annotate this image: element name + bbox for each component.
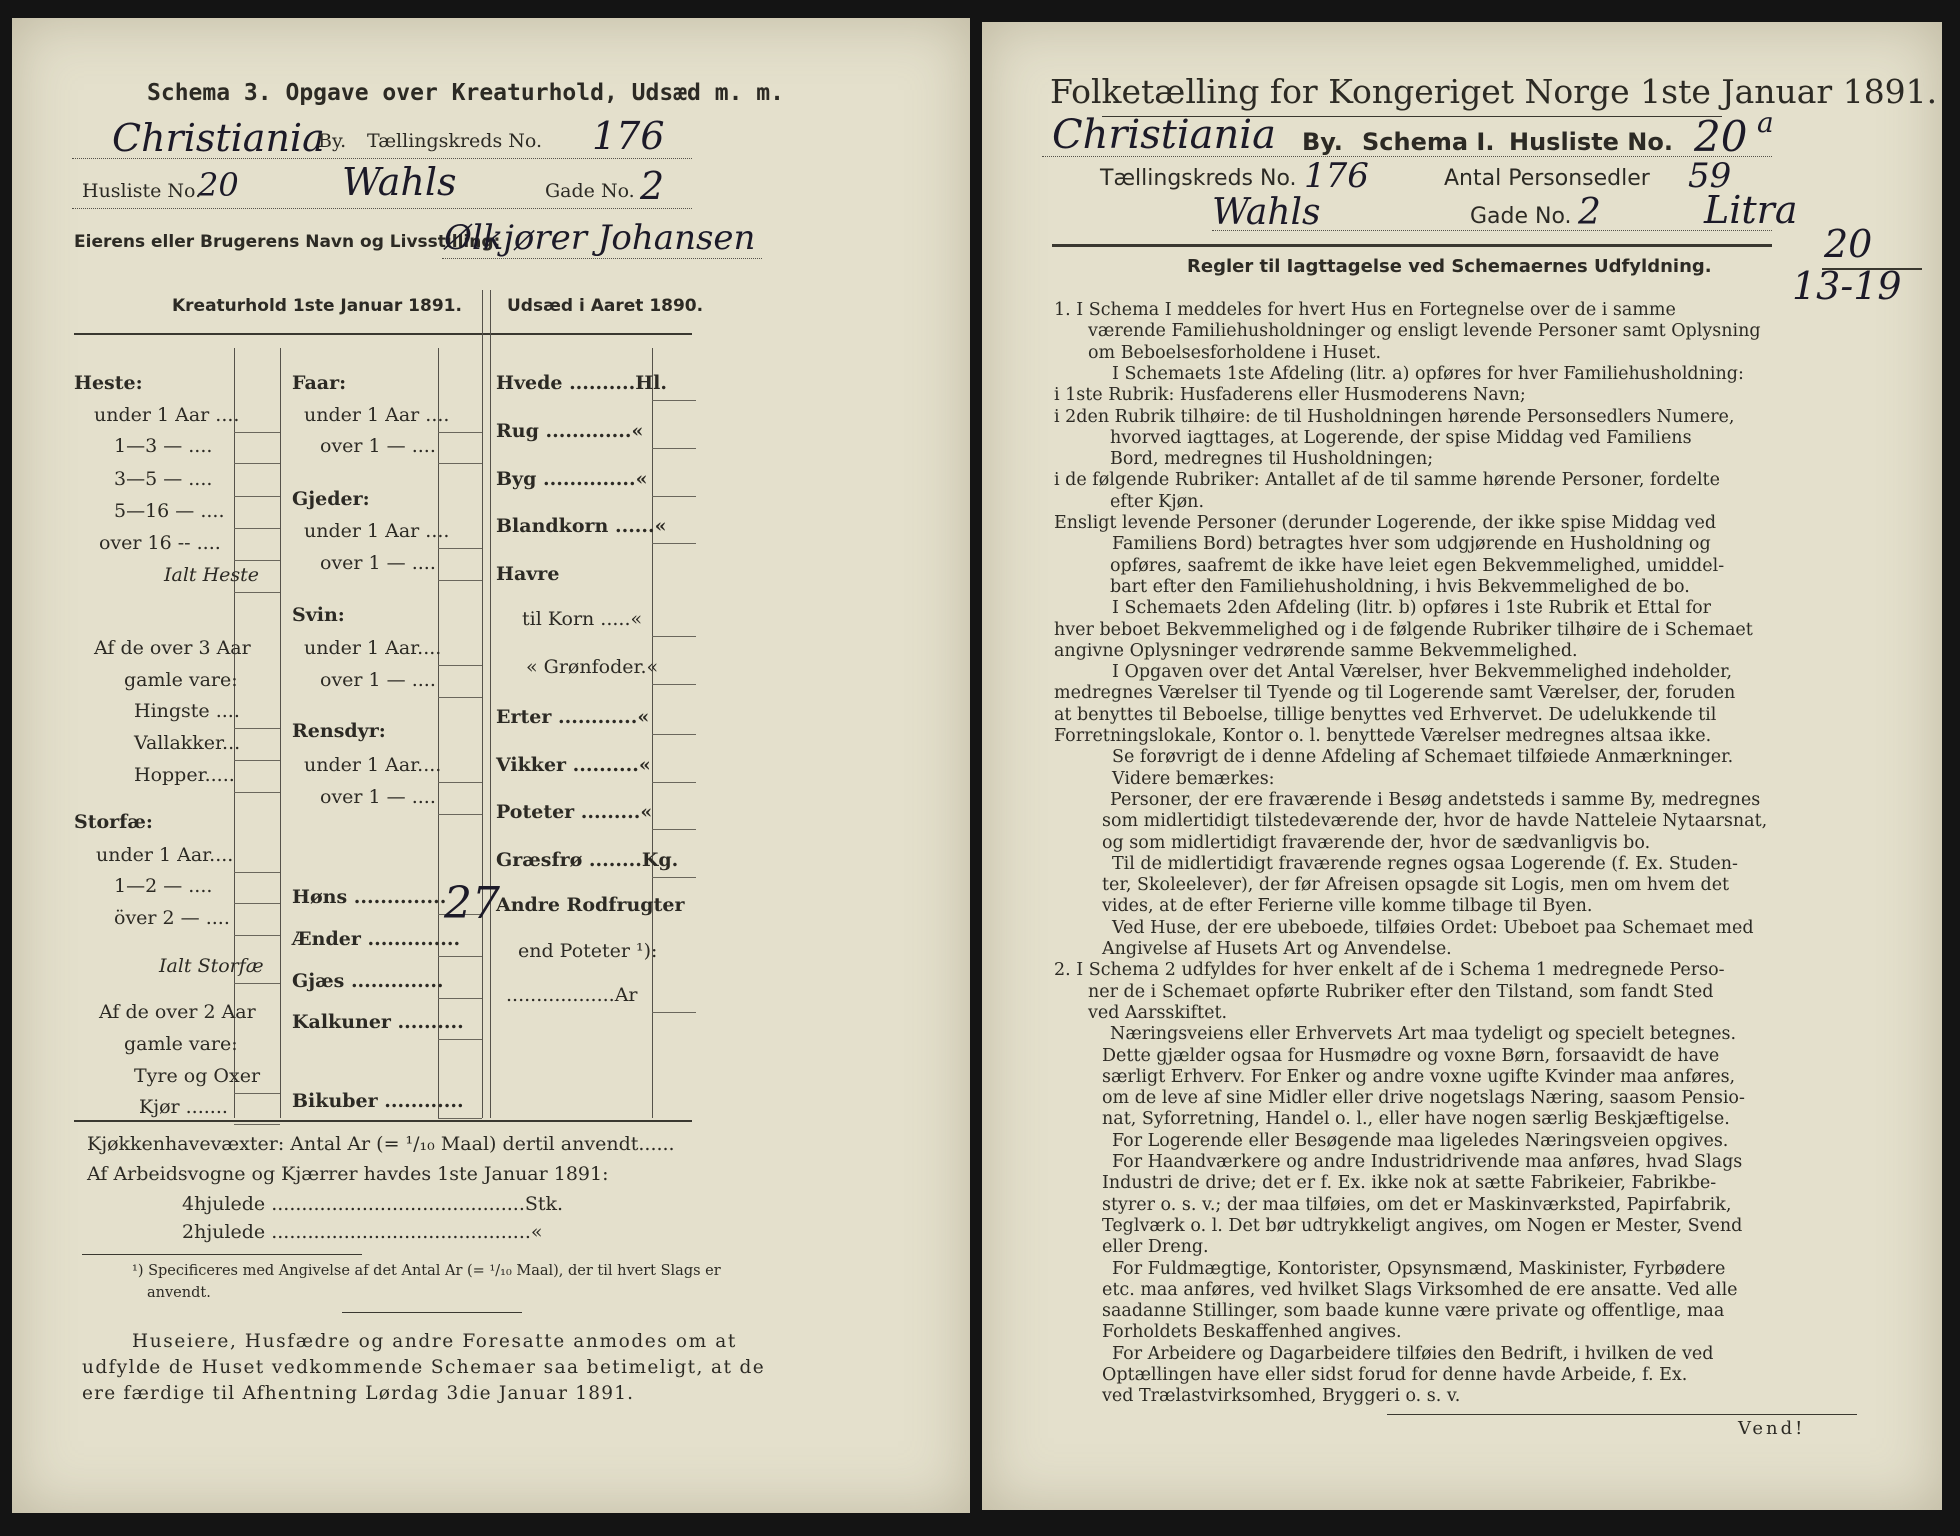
closing-line-2: udfylde de Huset vedkommende Schemaer saa betimeligt, at de bbox=[82, 1357, 766, 1378]
rules-text bbox=[1054, 300, 1914, 1440]
rule-line-50: Optællingen have eller sidst forud for denne havde Arbeide, f. Ex. bbox=[1102, 1365, 1688, 1385]
right-header-rule-1 bbox=[1042, 156, 1772, 157]
right-street-handwritten: Wahls bbox=[1212, 192, 1321, 233]
rule-line-27: ter, Skoleelever), der før Afreisen opsagde sit Logis, men om hvem det bbox=[1102, 875, 1730, 896]
col3-row-10: Græsfrø ........Kg. bbox=[496, 849, 679, 871]
left-header-rule-2 bbox=[72, 208, 692, 209]
col2-row-13: Ænder .............. bbox=[292, 928, 461, 950]
rule-line-26: Til de midlertidigt fraværende regnes ogsaa Logerende (f. Ex. Studen- bbox=[1112, 853, 1738, 874]
left-city-suffix: By. bbox=[318, 130, 347, 152]
rule-line-0: 1. I Schema I meddeles for hvert Hus en Fortegnelse over de i samme bbox=[1054, 300, 1676, 320]
col2-row-blank-8 bbox=[438, 697, 482, 698]
col1-row-11: Hopper..... bbox=[134, 764, 235, 786]
col2-row-1: under 1 Aar .... bbox=[304, 404, 450, 426]
right-husliste-suffix: a bbox=[1757, 106, 1774, 139]
col1-row-blank-20 bbox=[234, 1124, 280, 1125]
census-title: Folketælling for Kongeriget Norge 1ste Januar 1891. bbox=[1050, 72, 1938, 111]
col1-row-20: Kjør ....... bbox=[139, 1096, 228, 1118]
left-district-label: Tællingskreds No. bbox=[367, 130, 542, 152]
rule-line-42: styrer o. s. v.; der maa tilføies, om det er Maskinværksted, Papirfabrik, bbox=[1102, 1194, 1732, 1215]
table-top-rule bbox=[74, 333, 692, 335]
col3-row-3: Blandkorn ......« bbox=[496, 515, 667, 537]
col2-row-11: over 1 — .... bbox=[320, 786, 436, 808]
col3-row-6: « Grønfoder.« bbox=[526, 656, 659, 678]
col2-row-5: over 1 — .... bbox=[320, 552, 436, 574]
col1-row-18: gamle vare: bbox=[124, 1033, 238, 1055]
col1-row-16: Ialt Storfæ bbox=[159, 955, 264, 977]
col2-row-4: under 1 Aar .... bbox=[304, 520, 450, 542]
col2-row-3: Gjeder: bbox=[292, 488, 370, 510]
left-city-handwritten: Christiania bbox=[112, 116, 325, 160]
right-district-label: Tællingskreds No. bbox=[1100, 166, 1297, 191]
col1-row-1: under 1 Aar .... bbox=[94, 404, 240, 426]
kjokkenhave-line: Kjøkkenhavevæxter: Antal Ar (= ¹/₁₀ Maal) dertil anvendt...... bbox=[87, 1133, 675, 1155]
rule-line-49: For Arbeidere og Dagarbeidere tilføies den Bedrift, i hvilken de ved bbox=[1112, 1343, 1714, 1364]
col3-row-11: Andre Rodfrugter bbox=[496, 894, 685, 916]
col2-row-0: Faar: bbox=[292, 372, 347, 394]
col2-row-12: Høns .............. bbox=[292, 886, 447, 908]
col3-row-13: ..................Ar bbox=[506, 984, 638, 1006]
right-page-schema-1 bbox=[982, 22, 1942, 1510]
col3-row-blank-0 bbox=[652, 400, 696, 401]
rule-line-4: i 1ste Rubrik: Husfaderens eller Husmoderens Navn; bbox=[1054, 385, 1526, 406]
rule-line-35: Dette gjælder ogsaa for Husmødre og voxne Børn, forsaavidt de have bbox=[1102, 1045, 1720, 1066]
rule-line-16: angivne Oplysninger vedrørende samme Bekvemmelighed. bbox=[1054, 640, 1578, 661]
col1-row-19: Tyre og Oxer bbox=[134, 1065, 261, 1087]
table-bottom-rule bbox=[74, 1120, 692, 1122]
col3-row-blank-6 bbox=[652, 684, 696, 685]
col3-row-12: end Poteter ¹): bbox=[518, 940, 658, 962]
col1-row-blank-15 bbox=[234, 935, 280, 936]
col2-row-blank-7 bbox=[438, 665, 482, 666]
col2-row-14: Gjæs .............. bbox=[292, 970, 444, 992]
col1-row-8: gamle vare: bbox=[124, 669, 238, 691]
col1-row-12: Storfæ: bbox=[74, 811, 153, 833]
rule-line-22: Videre bemærkes: bbox=[1112, 768, 1275, 789]
rule-line-20: Forretningslokale, Kontor o. l. benyttede Værelser medregnes altsaa ikke. bbox=[1054, 726, 1712, 746]
col2-row-blank-15 bbox=[438, 1039, 482, 1040]
left-gade-value: 2 bbox=[640, 164, 665, 208]
col1-row-13: under 1 Aar.... bbox=[96, 844, 234, 866]
col1-row-5: over 16 -- .... bbox=[99, 532, 221, 554]
closing-rule bbox=[342, 1312, 522, 1313]
col1-row-blank-10 bbox=[234, 760, 280, 761]
rule-line-41: Industri de drive; det er f. Ex. ikke nok at sætte Fabrikeier, Fabrikbe- bbox=[1102, 1173, 1717, 1194]
col3-row-8: Vikker ..........« bbox=[496, 754, 651, 776]
rule-line-39: For Logerende eller Besøgende maa ligeledes Næringsveien opgives. bbox=[1112, 1130, 1729, 1151]
col2-row-blank-5 bbox=[438, 580, 482, 581]
owner-handwritten: Ølkjører Johansen bbox=[444, 218, 756, 258]
rule-line-18: medregnes Værelser til Tyende og til Logerende samt Værelser, der, foruden bbox=[1054, 683, 1736, 704]
kreaturhold-header: Kreaturhold 1ste Januar 1891. bbox=[172, 296, 462, 316]
rule-line-10: Ensligt levende Personer (derunder Logerende, der ikke spise Middag ved bbox=[1054, 513, 1717, 533]
rule-line-19: at benyttes til Beboelse, tillige benyttes ved Erhvervet. De udelukkende til bbox=[1054, 704, 1717, 725]
col3-rule-a bbox=[652, 348, 653, 1118]
left-district-value: 176 bbox=[592, 114, 665, 158]
col2-row-9: Rensdyr: bbox=[292, 720, 386, 742]
rule-line-8: i de følgende Rubriker: Antallet af de til samme hørende Personer, fordelte bbox=[1054, 470, 1720, 491]
col3-row-5: til Korn .....« bbox=[522, 608, 643, 630]
right-district-value: 176 bbox=[1304, 156, 1369, 196]
rule-line-7: Bord, medregnes til Husholdningen; bbox=[1110, 449, 1434, 470]
right-city-handwritten: Christiania bbox=[1052, 112, 1276, 158]
rule-line-17: I Opgaven over det Antal Værelser, hver Bekvemmelighed indeholder, bbox=[1112, 662, 1733, 683]
left-husliste-value: 20 bbox=[198, 166, 239, 204]
col3-row-blank-8 bbox=[652, 782, 696, 783]
hjulede-2: 2hjulede ...........................................« bbox=[182, 1221, 543, 1243]
rule-line-9: efter Kjøn. bbox=[1110, 491, 1205, 512]
rule-line-3: I Schemaets 1ste Afdeling (litr. a) opføres for hver Familiehusholdning: bbox=[1112, 363, 1744, 384]
rule-line-51: ved Trælastvirksomhed, Bryggeri o. s. v. bbox=[1102, 1386, 1461, 1407]
col3-row-blank-9 bbox=[652, 829, 696, 830]
rules-heading: Regler til Iagttagelse ved Schemaernes Udfyldning. bbox=[1187, 256, 1712, 277]
col1-row-blank-3 bbox=[234, 496, 280, 497]
col1-row-9: Hingste .... bbox=[134, 700, 240, 722]
hons-value: 27 bbox=[444, 878, 500, 929]
col1-row-15: över 2 — .... bbox=[114, 907, 230, 929]
col2-row-blank-1 bbox=[438, 432, 482, 433]
rule-line-32: ner de i Schemaet opførte Rubriker efter den Tilstand, som fandt Sted bbox=[1088, 981, 1714, 1002]
rule-line-30: Angivelse af Husets Art og Anvendelse. bbox=[1102, 939, 1452, 959]
col1-row-blank-9 bbox=[234, 728, 280, 729]
rule-line-43: Teglværk o. l. Det bør udtrykkeligt angives, om Nogen er Mester, Svend bbox=[1102, 1215, 1743, 1236]
closing-line-3: ere færdige til Afhentning Lørdag 3die Januar 1891. bbox=[82, 1383, 635, 1404]
col1-row-blank-13 bbox=[234, 872, 280, 873]
col3-row-blank-10 bbox=[652, 877, 696, 878]
rule-line-1: værende Familiehusholdninger og ensligt levende Personer samt Oplysning bbox=[1088, 321, 1761, 342]
rule-line-6: hvorved iagttages, at Logerende, der spise Middag ved Familiens bbox=[1110, 427, 1692, 448]
col3-row-2: Byg ..............« bbox=[496, 468, 648, 490]
rule-line-40: For Haandværkere og andre Industridrivende maa anføres, hvad Slags bbox=[1112, 1152, 1743, 1172]
right-header-rule-2 bbox=[1212, 230, 1772, 231]
footnote-rule bbox=[82, 1254, 362, 1255]
col2-row-15: Kalkuner .......... bbox=[292, 1011, 464, 1033]
left-street-handwritten: Wahls bbox=[342, 160, 457, 204]
col1-row-blank-1 bbox=[234, 432, 280, 433]
rule-line-28: vides, at de efter Ferierne ville komme tilbage til Byen. bbox=[1102, 896, 1593, 917]
owner-rule bbox=[442, 258, 762, 259]
col2-row-7: under 1 Aar.... bbox=[304, 637, 442, 659]
col1-rule-b bbox=[280, 348, 281, 1118]
rule-line-2: om Beboelsesforholdene i Huset. bbox=[1088, 342, 1382, 363]
rule-line-36: særligt Erhverv. For Enker og andre voxne ugifte Kvinder maa anføres, bbox=[1102, 1066, 1736, 1087]
col3-row-blank-7 bbox=[652, 734, 696, 735]
rule-line-12: opføres, saafremt de ikke have leiet egen Bekvemmelighed, umiddel- bbox=[1110, 555, 1725, 576]
left-page-schema-3 bbox=[12, 18, 970, 1513]
col2-row-16: Bikuber ............ bbox=[292, 1090, 464, 1112]
col1-row-0: Heste: bbox=[74, 372, 143, 394]
col1-row-blank-16 bbox=[234, 983, 280, 984]
col1-row-blank-5 bbox=[234, 560, 280, 561]
rule-line-21: Se forøvrigt de i denne Afdeling af Schemaet tilføiede Anmærkninger. bbox=[1112, 747, 1734, 768]
rule-line-46: etc. maa anføres, ved hvilket Slags Virksomhed de ere ansatte. Ved alle bbox=[1102, 1279, 1738, 1300]
col1-row-17: Af de over 2 Aar bbox=[99, 1001, 256, 1023]
table-divider-main-2 bbox=[490, 290, 491, 1118]
right-gade-label: Gade No. bbox=[1470, 204, 1572, 229]
col3-row-blank-5 bbox=[652, 636, 696, 637]
col1-row-10: Vallakker... bbox=[134, 732, 241, 754]
rule-line-29: Ved Huse, der ere ubeboede, tilføies Ordet: Ubeboet paa Schemaet med bbox=[1112, 917, 1754, 938]
left-header-rule-1 bbox=[72, 158, 692, 159]
col1-row-4: 5—16 — .... bbox=[114, 500, 225, 522]
col3-row-9: Poteter .........« bbox=[496, 801, 653, 823]
col3-row-blank-13 bbox=[652, 1012, 696, 1013]
rule-line-14: I Schemaets 2den Afdeling (litr. b) opføres i 1ste Rubrik et Ettal for bbox=[1112, 598, 1711, 619]
col2-row-10: under 1 Aar.... bbox=[304, 754, 442, 776]
right-gade-value: 2 bbox=[1578, 192, 1601, 233]
rule-line-44: eller Dreng. bbox=[1102, 1237, 1209, 1258]
udsaed-header: Udsæd i Aaret 1890. bbox=[507, 296, 704, 316]
col2-row-8: over 1 — .... bbox=[320, 669, 436, 691]
col2-row-blank-10 bbox=[438, 782, 482, 783]
col1-row-6: Ialt Heste bbox=[164, 564, 260, 586]
rule-line-13: bart efter den Familiehusholdning, i hvis Bekvemmelighed de bo. bbox=[1110, 576, 1690, 597]
rule-line-34: Næringsveiens eller Erhvervets Art maa tydeligt og specielt betegnes. bbox=[1110, 1024, 1737, 1045]
col1-row-3: 3—5 — .... bbox=[114, 468, 213, 490]
rule-line-37: om de leve af sine Midler eller drive nogetslags Næring, saasom Pensio- bbox=[1102, 1088, 1745, 1109]
col1-row-14: 1—2 — .... bbox=[114, 875, 213, 897]
schema-1-label: Schema I. bbox=[1362, 128, 1495, 156]
footnote-line-1: ¹) Specificeres med Angivelse af det Antal Ar (= ¹/₁₀ Maal), der til hvert Slags er bbox=[132, 1263, 721, 1279]
rule-line-33: ved Aarsskiftet. bbox=[1088, 1002, 1228, 1023]
col1-row-7: Af de over 3 Aar bbox=[94, 637, 251, 659]
rule-line-45: For Fuldmægtige, Kontorister, Opsynsmænd, Maskinister, Fyrbødere bbox=[1112, 1258, 1726, 1279]
owner-label: Eierens eller Brugerens Navn og Livsstilling: bbox=[74, 232, 501, 252]
schema-3-title: Schema 3. Opgave over Kreaturhold, Udsæd m. m. bbox=[147, 80, 784, 106]
closing-line-1: Huseiere, Husfædre og andre Foresatte anmodes om at bbox=[132, 1331, 737, 1352]
rules-top-rule bbox=[1052, 244, 1772, 247]
rule-line-5: i 2den Rubrik tilhøire: de til Husholdningen hørende Personsedlers Numere, bbox=[1054, 406, 1735, 427]
col2-row-blank-14 bbox=[438, 998, 482, 999]
col1-row-2: 1—3 — .... bbox=[114, 435, 213, 457]
col2-row-blank-4 bbox=[438, 548, 482, 549]
col2-row-6: Svin: bbox=[292, 604, 345, 626]
personsedler-label: Antal Personsedler bbox=[1444, 166, 1650, 191]
col1-row-blank-11 bbox=[234, 792, 280, 793]
corner-note-1: 20 bbox=[1824, 222, 1873, 266]
hjulede-4: 4hjulede ..........................................Stk. bbox=[182, 1193, 564, 1215]
col3-row-4: Havre bbox=[496, 563, 560, 585]
rule-line-23: Personer, der ere fraværende i Besøg andetsteds i samme By, medregnes bbox=[1110, 789, 1761, 810]
col3-row-blank-2 bbox=[652, 496, 696, 497]
arbeidsvogne-line: Af Arbeidsvogne og Kjærrer havdes 1ste Januar 1891: bbox=[87, 1163, 609, 1185]
col1-row-blank-19 bbox=[234, 1093, 280, 1094]
vend-rule bbox=[1387, 1414, 1857, 1415]
col2-row-blank-13 bbox=[438, 956, 482, 957]
col1-row-blank-2 bbox=[234, 463, 280, 464]
rule-line-11: Familiens Bord) betragtes hver som udgjørende en Husholdning og bbox=[1112, 534, 1711, 555]
rule-line-24: som midlertidigt tilstedeværende der, hvor de havde Natteleie Nytaarsnat, bbox=[1102, 811, 1768, 832]
col2-row-blank-16 bbox=[438, 1118, 482, 1119]
col1-row-blank-4 bbox=[234, 528, 280, 529]
col3-row-0: Hvede ..........Hl. bbox=[496, 372, 667, 394]
rule-line-38: nat, Syforretning, Handel o. l., eller have nogen særlig Beskjæftigelse. bbox=[1102, 1109, 1730, 1130]
left-gade-label: Gade No. bbox=[545, 180, 635, 202]
personsedler-value: 59 bbox=[1688, 156, 1732, 196]
rule-line-47: saadanne Stillinger, som baade kunne være private og offentlige, maa bbox=[1102, 1301, 1725, 1322]
col1-row-blank-14 bbox=[234, 903, 280, 904]
vend-label: Vend! bbox=[1738, 1418, 1806, 1439]
right-city-suffix: By. bbox=[1302, 128, 1343, 156]
col2-row-blank-2 bbox=[438, 463, 482, 464]
corner-note-2: 13-19 bbox=[1792, 264, 1902, 308]
table-divider-main bbox=[482, 290, 483, 1118]
col3-row-blank-3 bbox=[652, 543, 696, 544]
footnote-line-2: anvendt. bbox=[147, 1285, 211, 1301]
col3-row-7: Erter ............« bbox=[496, 706, 650, 728]
rule-line-31: 2. I Schema 2 udfyldes for hver enkelt af de i Schema 1 medregnede Perso- bbox=[1054, 960, 1725, 981]
left-husliste-label: Husliste No. bbox=[82, 180, 202, 202]
rule-line-25: og som midlertidigt fraværende der, hvor de sædvanligvis bo. bbox=[1102, 832, 1651, 853]
corner-note-rule bbox=[1822, 268, 1922, 270]
litra-handwritten: Litra bbox=[1704, 188, 1798, 232]
col3-row-1: Rug .............« bbox=[496, 420, 644, 442]
col1-row-blank-6 bbox=[234, 592, 280, 593]
col2-row-blank-11 bbox=[438, 814, 482, 815]
col2-row-2: over 1 — .... bbox=[320, 435, 436, 457]
right-husliste-label: Husliste No. bbox=[1509, 128, 1673, 156]
rule-line-48: Forholdets Beskaffenhed angives. bbox=[1102, 1322, 1402, 1343]
rule-line-15: hver beboet Bekvemmelighed og i de følgende Rubriker tilhøire de i Schemaet bbox=[1054, 619, 1753, 640]
col3-row-blank-1 bbox=[652, 448, 696, 449]
right-husliste-value: 20 bbox=[1694, 112, 1748, 161]
